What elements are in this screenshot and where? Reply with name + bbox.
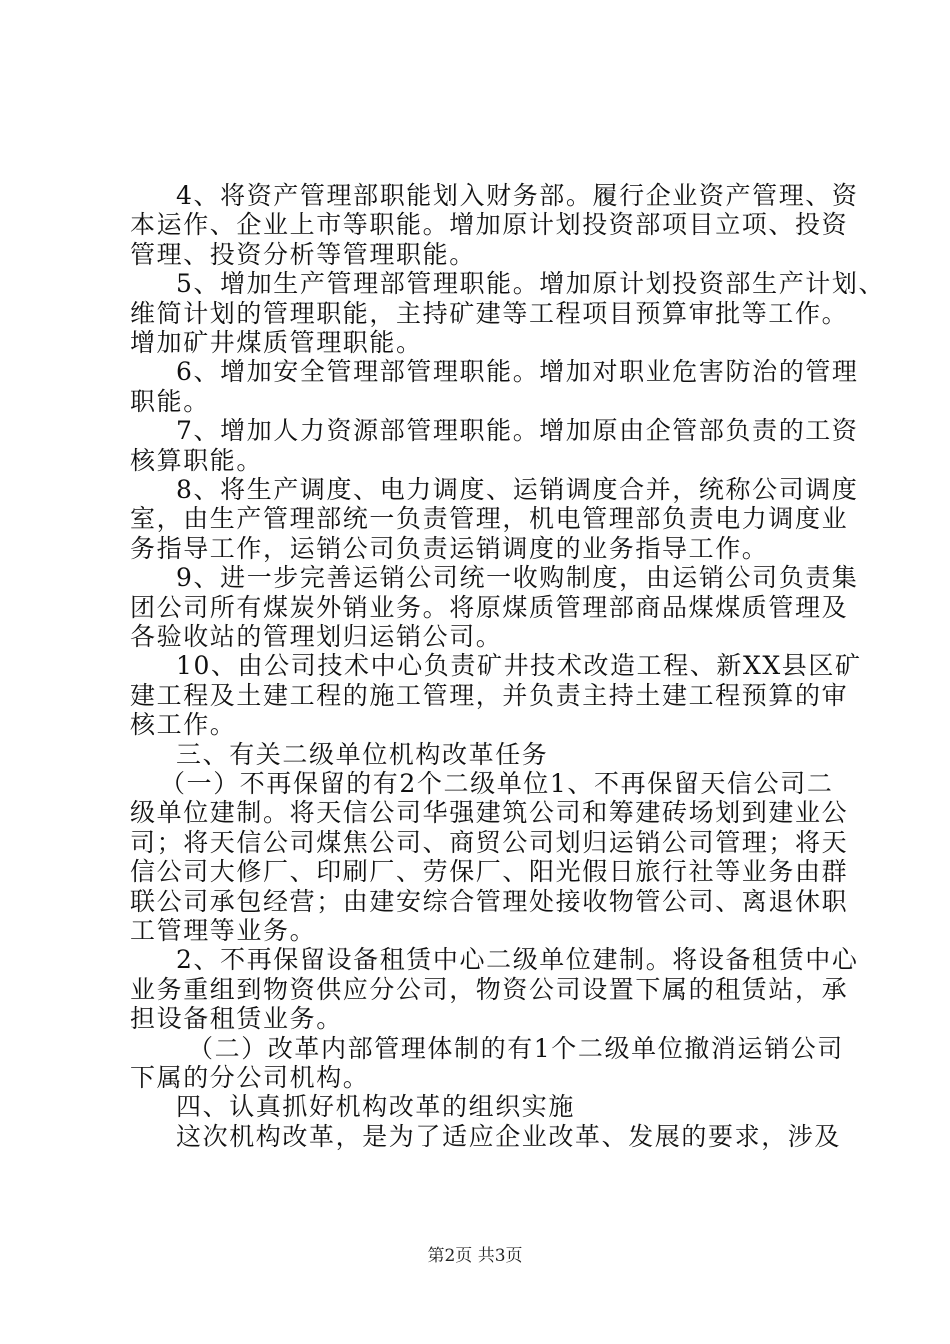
paragraph-line: （一）不再保留的有2个二级单位1、不再保留天信公司二 [160, 769, 834, 798]
paragraph-line: 司；将天信公司煤焦公司、商贸公司划归运销公司管理；将天 [130, 827, 849, 857]
paragraph-line: 10、由公司技术中心负责矿井技术改造工程、新XX县区矿 [176, 651, 862, 681]
paragraph-line: 4、将资产管理部职能划入财务部。履行企业资产管理、资 [176, 181, 859, 210]
paragraph-line: 担设备租赁业务。 [130, 1004, 343, 1034]
paragraph-line: 职能。 [130, 386, 210, 416]
paragraph-line: 业务重组到物资供应分公司，物资公司设置下属的租赁站，承 [130, 974, 849, 1004]
paragraph-line: 三、有关二级单位机构改革任务 [176, 739, 549, 769]
paragraph-line: 各验收站的管理划归运销公司。 [130, 622, 503, 651]
paragraph-line: 建工程及土建工程的施工管理，并负责主持土建工程预算的审 [130, 680, 849, 710]
paragraph-line: 室，由生产管理部统一负责管理，机电管理部负责电力调度业 [130, 504, 849, 534]
paragraph-line: 下属的分公司机构。 [130, 1063, 370, 1092]
paragraph-line: 核工作。 [130, 710, 237, 740]
paragraph-line: 联公司承包经营；由建安综合管理处接收物管公司、离退休职 [130, 886, 849, 916]
paragraph-line: 2、不再保留设备租赁中心二级单位建制。将设备租赁中心 [176, 945, 859, 975]
paragraph-line: 8、将生产调度、电力调度、运销调度合并，统称公司调度 [176, 475, 859, 504]
paragraph-line: 增加矿井煤质管理职能。 [130, 328, 423, 357]
paragraph-line: （二）改革内部管理体制的有1个二级单位撤消运销公司 [188, 1033, 844, 1063]
paragraph-line: 信公司大修厂、印刷厂、劳保厂、阳光假日旅行社等业务由群 [130, 857, 849, 887]
paragraph-line: 核算职能。 [130, 445, 264, 475]
paragraph-line: 四、认真抓好机构改革的组织实施 [176, 1092, 576, 1122]
paragraph-line: 本运作、企业上市等职能。增加原计划投资部项目立项、投资 [130, 210, 849, 240]
paragraph-line: 维简计划的管理职能，主持矿建等工程项目预算审批等工作。 [130, 298, 849, 328]
paragraph-line: 团公司所有煤炭外销业务。将原煤质管理部商品煤煤质管理及 [130, 592, 849, 622]
page-footer: 第2页 共3页 [427, 1246, 523, 1266]
paragraph-line: 管理、投资分析等管理职能。 [130, 239, 476, 269]
paragraph-line: 级单位建制。将天信公司华强建筑公司和筹建砖场划到建业公 [130, 798, 849, 828]
paragraph-line: 务指导工作，运销公司负责运销调度的业务指导工作。 [130, 533, 769, 563]
paragraph-line: 9、进一步完善运销公司统一收购制度，由运销公司负责集 [176, 563, 859, 593]
paragraph-line: 这次机构改革，是为了适应企业改革、发展的要求，涉及 [176, 1121, 842, 1151]
paragraph-line: 工管理等业务。 [130, 916, 317, 945]
paragraph-line: 6、增加安全管理部管理职能。增加对职业危害防治的管理 [176, 357, 859, 387]
paragraph-line: 7、增加人力资源部管理职能。增加原由企管部负责的工资 [176, 416, 859, 446]
paragraph-line: 5、增加生产管理部管理职能。增加原计划投资部生产计划、 [176, 269, 886, 299]
